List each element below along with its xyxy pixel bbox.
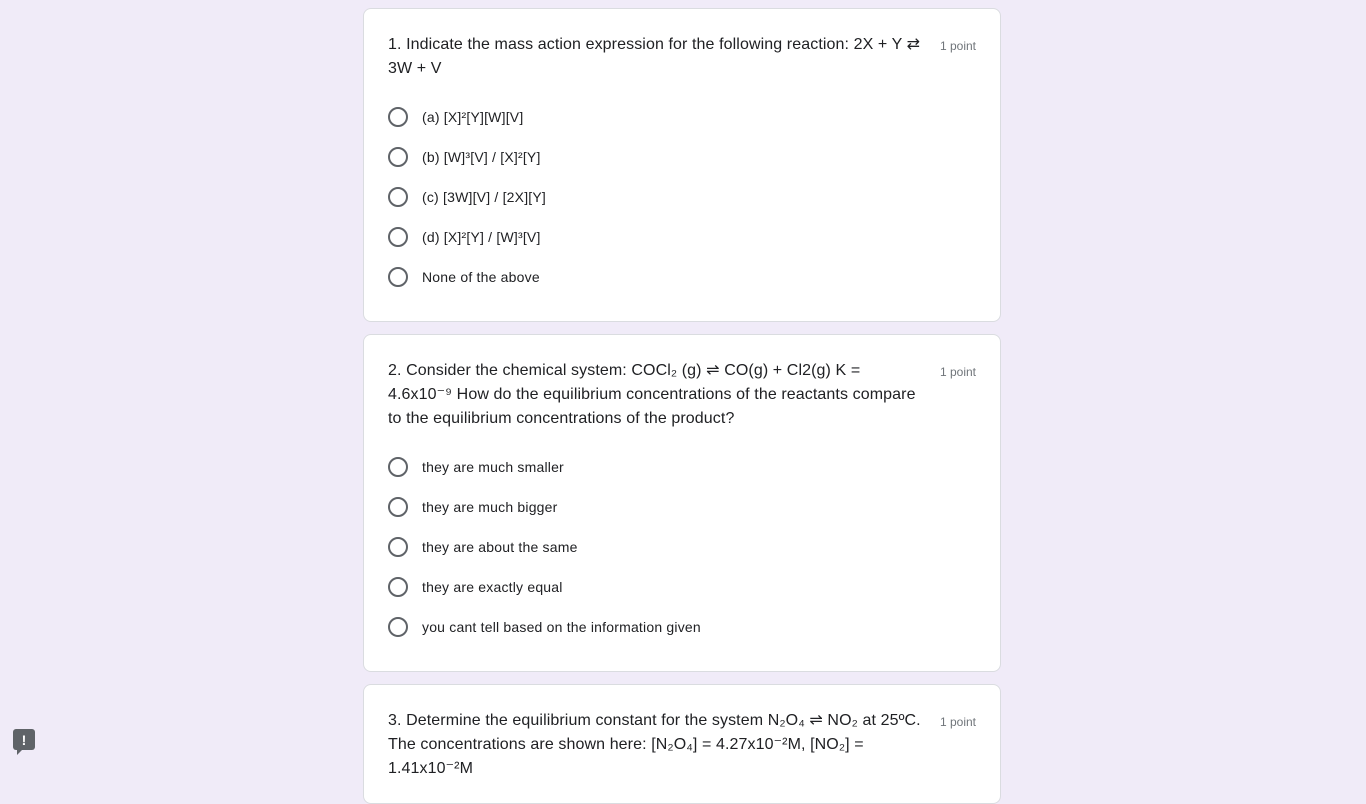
radio-button[interactable] (388, 227, 408, 247)
radio-button[interactable] (388, 497, 408, 517)
radio-option[interactable] (388, 567, 976, 607)
radio-group (388, 97, 976, 297)
option-label: you cant tell based on the information given (422, 619, 701, 635)
radio-group (388, 447, 976, 647)
question-card-1 (363, 8, 1001, 322)
radio-option[interactable] (388, 257, 976, 297)
option-label: (d) [X]²[Y] / [W]³[V] (422, 229, 541, 245)
radio-button[interactable] (388, 147, 408, 167)
question-points: 1 point (939, 39, 976, 53)
option-label: (b) [W]³[V] / [X]²[Y] (422, 149, 541, 165)
question-points: 1 point (939, 365, 976, 379)
option-label: None of the above (422, 269, 540, 285)
option-label: they are much smaller (422, 459, 564, 475)
question-header (388, 359, 976, 431)
radio-button[interactable] (388, 537, 408, 557)
exclamation-icon: ! (21, 731, 27, 748)
question-title: 1. Indicate the mass action expression for the following reaction: 2X + Y ⇄ 3W + V (388, 36, 921, 77)
feedback-icon[interactable] (13, 729, 35, 750)
option-label: they are exactly equal (422, 579, 563, 595)
radio-button[interactable] (388, 267, 408, 287)
radio-option[interactable] (388, 487, 976, 527)
radio-button[interactable] (388, 577, 408, 597)
radio-option[interactable] (388, 177, 976, 217)
radio-button[interactable] (388, 187, 408, 207)
question-title: 3. Determine the equilibrium constant for the system N₂O₄ ⇌ NO₂ at 25ºC. The concentrations are shown here: [N₂O₄] = 4.27x10⁻²M, [NO₂] = 1.41x10⁻²M (388, 712, 921, 777)
radio-option[interactable] (388, 527, 976, 567)
radio-option[interactable] (388, 217, 976, 257)
radio-button[interactable] (388, 107, 408, 127)
question-card-2 (363, 334, 1001, 672)
option-label: they are much bigger (422, 499, 558, 515)
option-label: they are about the same (422, 539, 578, 555)
radio-button[interactable] (388, 617, 408, 637)
radio-button[interactable] (388, 457, 408, 477)
question-points: 1 point (939, 715, 976, 729)
question-header (388, 709, 976, 781)
radio-option[interactable] (388, 607, 976, 647)
radio-option[interactable] (388, 137, 976, 177)
option-label: (c) [3W][V] / [2X][Y] (422, 189, 546, 205)
question-card-3 (363, 684, 1001, 804)
question-header (388, 33, 976, 81)
option-label: (a) [X]²[Y][W][V] (422, 109, 524, 125)
radio-option[interactable] (388, 447, 976, 487)
question-title: 2. Consider the chemical system: COCl₂ (g) ⇌ CO(g) + Cl2(g) K = 4.6x10⁻⁹ How do the equilibrium concentrations of the reactants compare to the equilibrium concentrations of the product? (388, 362, 916, 427)
radio-option[interactable] (388, 97, 976, 137)
